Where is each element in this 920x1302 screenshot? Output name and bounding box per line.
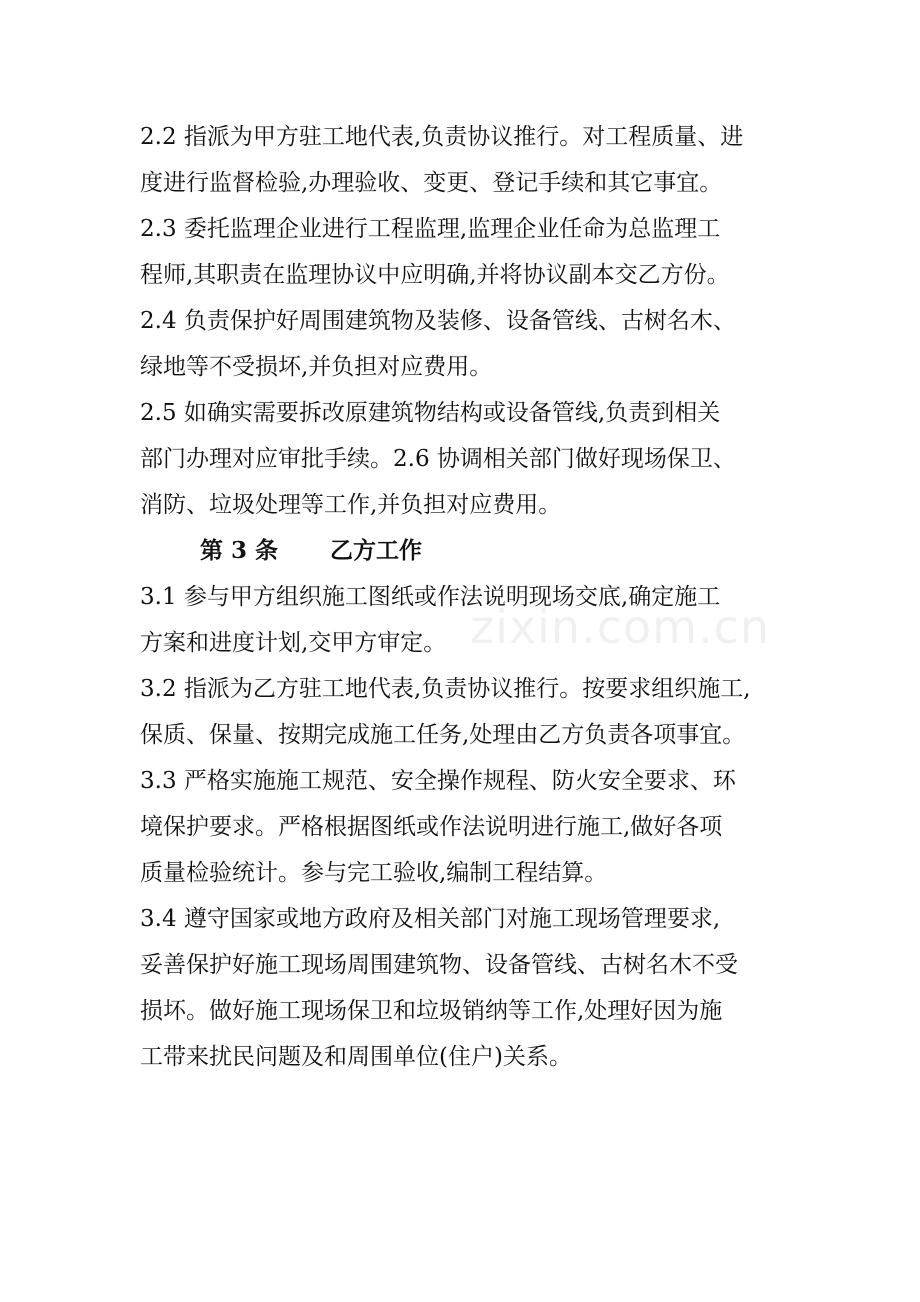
text-line: 3.4 遵守国家或地方政府及相关部门对施工现场管理要求, [140, 906, 721, 932]
text-line: 境保护要求。严格根据图纸或作法说明进行施工,做好各项 [140, 814, 723, 840]
text-line: 2.5 如确实需要拆改原建筑物结构或设备管线,负责到相关 [140, 400, 721, 426]
text-line: 2.3 委托监理企业进行工程监理,监理企业任命为总监理工 [140, 216, 721, 242]
text-line: 绿地等不受损坏,并负担对应费用。 [140, 354, 493, 380]
text-line: 消防、垃圾处理等工作,并负担对应费用。 [140, 492, 562, 518]
text-line: 保质、保量、按期完成施工任务,处理由乙方负责各项事宜。 [140, 722, 746, 748]
text-line: 3.1 参与甲方组织施工图纸或作法说明现场交底,确定施工 [140, 584, 721, 610]
text-line: 2.2 指派为甲方驻工地代表,负责协议推行。对工程质量、进 [140, 124, 744, 150]
text-line: 质量检验统计。参与完工验收,编制工程结算。 [140, 860, 608, 886]
text-line: 工带来扰民问题及和周围单位(住户)关系。 [140, 1044, 572, 1070]
text-line: 方案和进度计划,交甲方审定。 [140, 630, 447, 656]
document-body [140, 114, 790, 1080]
section-heading [140, 528, 790, 574]
text-line: 3.3 严格实施施工规范、安全操作规程、防火安全要求、环 [140, 768, 736, 794]
section-number: 第 3 条 [200, 537, 279, 564]
text-line: 2.4 负责保护好周围建筑物及装修、设备管线、古树名木、 [140, 308, 736, 334]
text-line: 度进行监督检验,办理验收、变更、登记手续和其它事宜。 [140, 170, 723, 196]
section-title: 乙方工作 [330, 537, 423, 564]
watermark: zixin.com.cn [470, 600, 771, 654]
text-line: 妥善保护好施工现场周围建筑物、设备管线、古树名木不受 [140, 952, 738, 978]
text-line: 3.2 指派为乙方驻工地代表,负责协议推行。按要求组织施工, [140, 676, 751, 702]
text-line: 部门办理对应审批手续。2.6 协调相关部门做好现场保卫、 [140, 446, 736, 472]
text-line: 损坏。做好施工现场保卫和垃圾销纳等工作,处理好因为施 [140, 998, 723, 1024]
text-line: 程师,其职责在监理协议中应明确,并将协议副本交乙方份。 [140, 262, 730, 288]
